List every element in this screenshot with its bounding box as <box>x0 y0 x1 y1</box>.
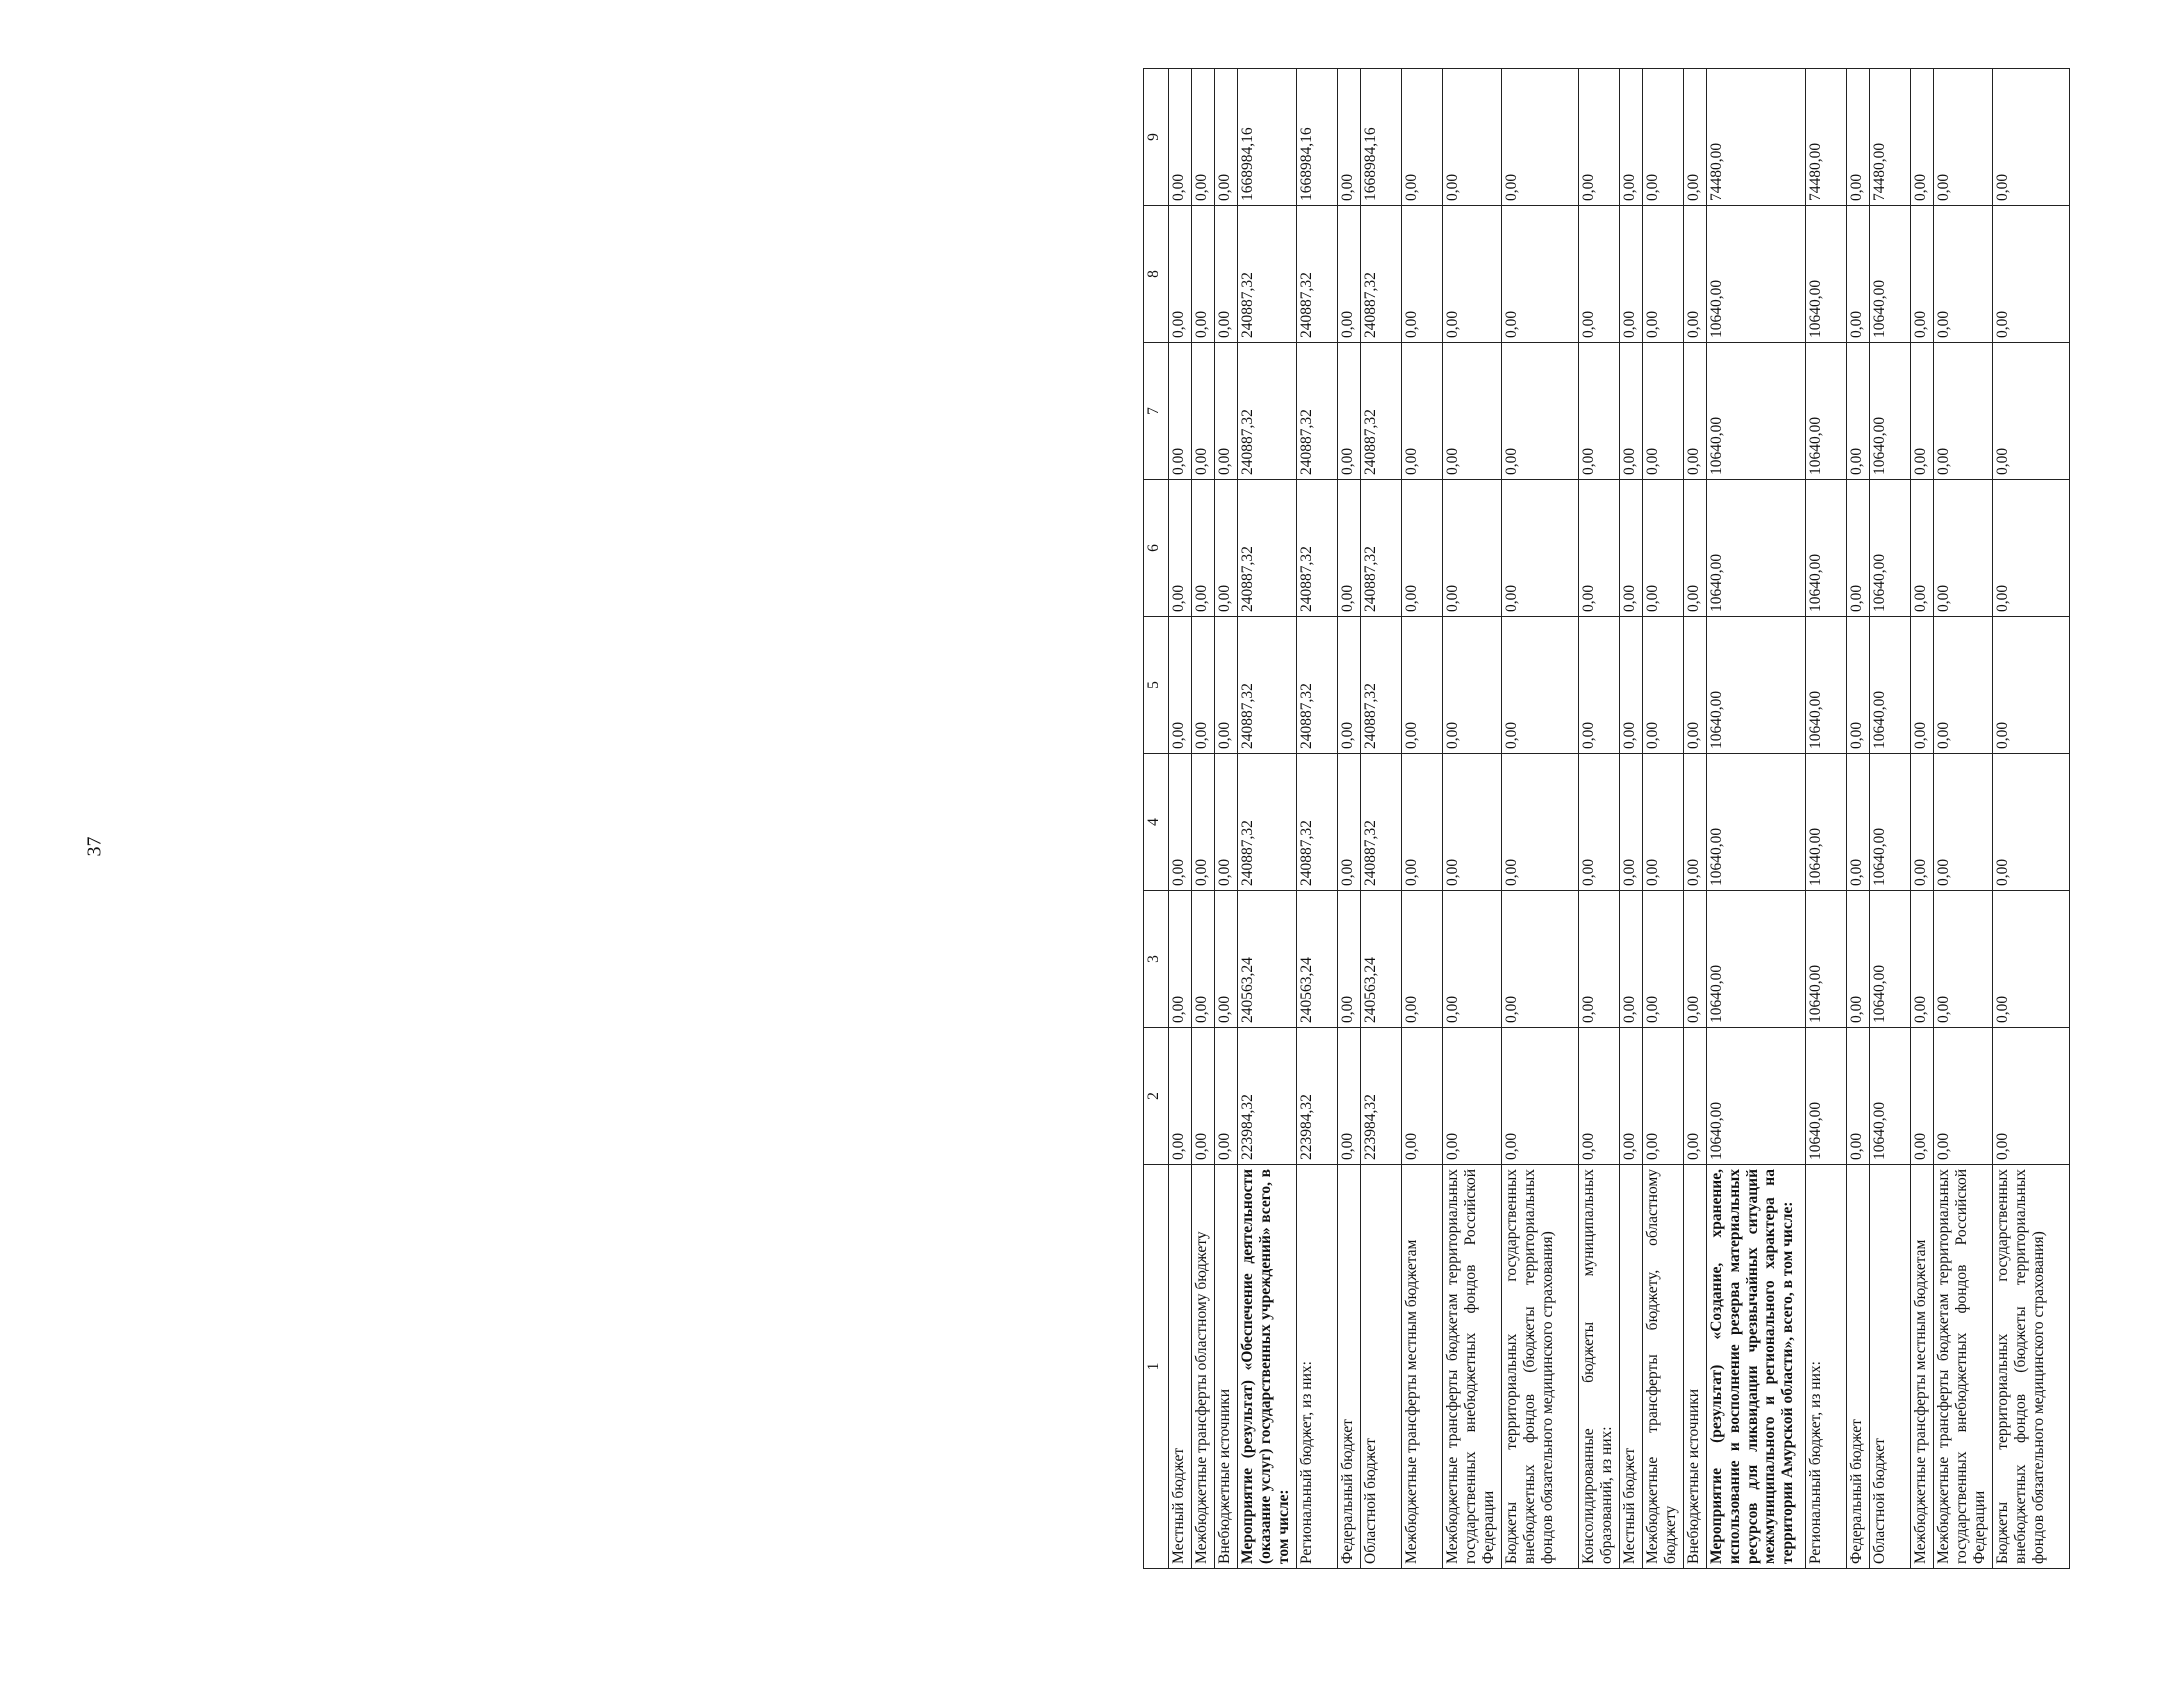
value-cell: 0,00 <box>1643 480 1684 617</box>
row-label: Федеральный бюджет <box>1338 1165 1361 1569</box>
value-cell: 10640,00 <box>1806 480 1847 617</box>
value-cell: 0,00 <box>1847 617 1870 754</box>
value-cell: 0,00 <box>1911 480 1934 617</box>
value-cell: 240563,24 <box>1238 891 1297 1028</box>
value-cell: 240887,32 <box>1361 206 1402 343</box>
value-cell: 0,00 <box>1643 617 1684 754</box>
value-cell: 0,00 <box>1579 1028 1620 1165</box>
value-cell: 0,00 <box>1192 480 1215 617</box>
value-cell: 10640,00 <box>1707 343 1806 480</box>
page-number: 37 <box>83 836 106 857</box>
value-cell: 10640,00 <box>1707 206 1806 343</box>
value-cell: 0,00 <box>1579 343 1620 480</box>
value-cell: 74480,00 <box>1707 69 1806 206</box>
table-row <box>1911 69 1934 1569</box>
value-cell: 0,00 <box>1847 754 1870 891</box>
header-row <box>1144 69 1169 1569</box>
value-cell: 0,00 <box>1643 1028 1684 1165</box>
value-cell: 0,00 <box>1579 206 1620 343</box>
value-cell: 0,00 <box>1338 891 1361 1028</box>
value-cell: 0,00 <box>1192 617 1215 754</box>
row-label: Региональный бюджет, из них: <box>1806 1165 1847 1569</box>
value-cell: 0,00 <box>1338 617 1361 754</box>
column-header: 8 <box>1144 206 1169 343</box>
table-row <box>1402 69 1443 1569</box>
value-cell: 0,00 <box>1643 343 1684 480</box>
table-row <box>1643 69 1684 1569</box>
value-cell: 0,00 <box>1338 754 1361 891</box>
value-cell: 0,00 <box>1643 69 1684 206</box>
value-cell: 0,00 <box>1215 617 1238 754</box>
value-cell: 0,00 <box>1643 891 1684 1028</box>
value-cell: 10640,00 <box>1707 754 1806 891</box>
value-cell: 0,00 <box>1443 891 1502 1028</box>
table-row <box>1238 69 1297 1569</box>
value-cell: 0,00 <box>1911 891 1934 1028</box>
row-label: Межбюджетные трансферты бюджетам территориальных государственных внебюджетных фондов Российской Федерации <box>1443 1165 1502 1569</box>
row-label: Местный бюджет <box>1620 1165 1643 1569</box>
row-label: Консолидированные бюджеты муниципальных образований, из них: <box>1579 1165 1620 1569</box>
value-cell: 0,00 <box>1684 343 1707 480</box>
value-cell: 0,00 <box>1169 69 1192 206</box>
table-row <box>1192 69 1215 1569</box>
column-header: 2 <box>1144 1028 1169 1165</box>
row-label: Региональный бюджет, из них: <box>1297 1165 1338 1569</box>
value-cell: 240887,32 <box>1297 206 1338 343</box>
value-cell: 0,00 <box>1502 343 1579 480</box>
value-cell: 0,00 <box>1993 480 2070 617</box>
value-cell: 0,00 <box>1620 480 1643 617</box>
value-cell: 0,00 <box>1934 617 1993 754</box>
value-cell: 0,00 <box>1934 754 1993 891</box>
column-header: 5 <box>1144 617 1169 754</box>
value-cell: 240563,24 <box>1297 891 1338 1028</box>
value-cell: 10640,00 <box>1806 343 1847 480</box>
value-cell: 0,00 <box>1402 1028 1443 1165</box>
value-cell: 0,00 <box>1443 206 1502 343</box>
value-cell: 0,00 <box>1620 343 1643 480</box>
table-row <box>1934 69 1993 1569</box>
value-cell: 0,00 <box>1934 69 1993 206</box>
value-cell: 0,00 <box>1934 1028 1993 1165</box>
value-cell: 0,00 <box>1847 69 1870 206</box>
value-cell: 0,00 <box>1443 343 1502 480</box>
value-cell: 0,00 <box>1684 617 1707 754</box>
value-cell: 0,00 <box>1684 1028 1707 1165</box>
value-cell: 0,00 <box>1993 891 2070 1028</box>
value-cell: 0,00 <box>1502 480 1579 617</box>
value-cell: 0,00 <box>1643 754 1684 891</box>
value-cell: 0,00 <box>1502 891 1579 1028</box>
value-cell: 0,00 <box>1338 206 1361 343</box>
value-cell: 10640,00 <box>1806 617 1847 754</box>
value-cell: 0,00 <box>1620 206 1643 343</box>
column-header: 3 <box>1144 891 1169 1028</box>
row-label: Мероприятие (результат) «Обеспечение деятельности (оказание услуг) государственных учреждений» всего, в том числе: <box>1238 1165 1297 1569</box>
value-cell: 0,00 <box>1684 754 1707 891</box>
value-cell: 240887,32 <box>1361 754 1402 891</box>
value-cell: 240887,32 <box>1238 343 1297 480</box>
value-cell: 0,00 <box>1338 480 1361 617</box>
value-cell: 0,00 <box>1402 206 1443 343</box>
value-cell: 240887,32 <box>1297 480 1338 617</box>
value-cell: 0,00 <box>1847 480 1870 617</box>
row-label: Межбюджетные трансферты местным бюджетам <box>1911 1165 1934 1569</box>
value-cell: 0,00 <box>1402 617 1443 754</box>
value-cell: 240887,32 <box>1297 343 1338 480</box>
value-cell: 240563,24 <box>1361 891 1402 1028</box>
value-cell: 0,00 <box>1934 480 1993 617</box>
value-cell: 0,00 <box>1684 206 1707 343</box>
value-cell: 0,00 <box>1402 891 1443 1028</box>
value-cell: 0,00 <box>1338 69 1361 206</box>
value-cell: 1668984,16 <box>1297 69 1338 206</box>
value-cell: 0,00 <box>1402 754 1443 891</box>
row-label: Межбюджетные трансферты областному бюджету <box>1192 1165 1215 1569</box>
row-label: Межбюджетные трансферты бюджетам территориальных государственных внебюджетных фондов Российской Федерации <box>1934 1165 1993 1569</box>
value-cell: 0,00 <box>1502 1028 1579 1165</box>
value-cell: 223984,32 <box>1361 1028 1402 1165</box>
table-row <box>1215 69 1238 1569</box>
value-cell: 0,00 <box>1684 69 1707 206</box>
value-cell: 0,00 <box>1192 1028 1215 1165</box>
row-label: Внебюджетные источники <box>1215 1165 1238 1569</box>
value-cell: 240887,32 <box>1238 754 1297 891</box>
value-cell: 0,00 <box>1620 891 1643 1028</box>
column-header: 9 <box>1144 69 1169 206</box>
row-label: Мероприятие (результат) «Создание, хранение, использование и восполнение резерва материальных ресурсов для ликвидации чрезвычайных ситуаций межмуниципального и регионального характера на территории Амурской области», всего, в том числе: <box>1707 1165 1806 1569</box>
value-cell: 0,00 <box>1911 206 1934 343</box>
value-cell: 0,00 <box>1338 343 1361 480</box>
value-cell: 10640,00 <box>1707 891 1806 1028</box>
value-cell: 0,00 <box>1215 69 1238 206</box>
value-cell: 0,00 <box>1911 69 1934 206</box>
value-cell: 0,00 <box>1620 617 1643 754</box>
row-label: Межбюджетные трансферты местным бюджетам <box>1402 1165 1443 1569</box>
table-row <box>1579 69 1620 1569</box>
row-label: Областной бюджет <box>1870 1165 1911 1569</box>
value-cell: 0,00 <box>1579 480 1620 617</box>
column-header: 4 <box>1144 754 1169 891</box>
column-header: 6 <box>1144 480 1169 617</box>
row-label: Областной бюджет <box>1361 1165 1402 1569</box>
value-cell: 0,00 <box>1169 206 1192 343</box>
value-cell: 0,00 <box>1993 343 2070 480</box>
value-cell: 0,00 <box>1911 754 1934 891</box>
value-cell: 240887,32 <box>1238 206 1297 343</box>
table-row <box>1338 69 1361 1569</box>
value-cell: 0,00 <box>1579 754 1620 891</box>
value-cell: 10640,00 <box>1870 480 1911 617</box>
value-cell: 10640,00 <box>1707 1028 1806 1165</box>
value-cell: 0,00 <box>1502 617 1579 754</box>
value-cell: 0,00 <box>1847 1028 1870 1165</box>
table-row <box>1707 69 1806 1569</box>
value-cell: 0,00 <box>1911 617 1934 754</box>
row-label: Внебюджетные источники <box>1684 1165 1707 1569</box>
table-row <box>1169 69 1192 1569</box>
value-cell: 0,00 <box>1169 480 1192 617</box>
table-row <box>1847 69 1870 1569</box>
column-header: 7 <box>1144 343 1169 480</box>
row-label: Местный бюджет <box>1169 1165 1192 1569</box>
value-cell: 10640,00 <box>1806 206 1847 343</box>
value-cell: 0,00 <box>1847 343 1870 480</box>
value-cell: 0,00 <box>1215 1028 1238 1165</box>
value-cell: 240887,32 <box>1238 480 1297 617</box>
value-cell: 0,00 <box>1338 1028 1361 1165</box>
table-row <box>1502 69 1579 1569</box>
value-cell: 10640,00 <box>1870 343 1911 480</box>
value-cell: 0,00 <box>1402 343 1443 480</box>
value-cell: 0,00 <box>1169 343 1192 480</box>
table-row <box>1806 69 1847 1569</box>
value-cell: 0,00 <box>1684 480 1707 617</box>
value-cell: 10640,00 <box>1806 1028 1847 1165</box>
value-cell: 0,00 <box>1847 206 1870 343</box>
value-cell: 0,00 <box>1993 206 2070 343</box>
value-cell: 0,00 <box>1215 891 1238 1028</box>
value-cell: 0,00 <box>1847 891 1870 1028</box>
value-cell: 0,00 <box>1215 206 1238 343</box>
value-cell: 240887,32 <box>1238 617 1297 754</box>
value-cell: 0,00 <box>1502 754 1579 891</box>
value-cell: 223984,32 <box>1238 1028 1297 1165</box>
value-cell: 240887,32 <box>1361 617 1402 754</box>
value-cell: 0,00 <box>1934 343 1993 480</box>
row-label: Федеральный бюджет <box>1847 1165 1870 1569</box>
value-cell: 240887,32 <box>1361 343 1402 480</box>
value-cell: 0,00 <box>1911 1028 1934 1165</box>
value-cell: 223984,32 <box>1297 1028 1338 1165</box>
value-cell: 240887,32 <box>1297 617 1338 754</box>
table-row <box>1361 69 1402 1569</box>
row-label: Бюджеты территориальных государственных внебюджетных фондов (бюджеты территориальных фондов обязательного медицинского страхования) <box>1993 1165 2070 1569</box>
value-cell: 10640,00 <box>1870 891 1911 1028</box>
value-cell: 0,00 <box>1215 343 1238 480</box>
value-cell: 0,00 <box>1620 69 1643 206</box>
value-cell: 10640,00 <box>1870 206 1911 343</box>
value-cell: 0,00 <box>1192 754 1215 891</box>
column-header: 1 <box>1144 1165 1169 1569</box>
value-cell: 10640,00 <box>1806 891 1847 1028</box>
table-row <box>1297 69 1338 1569</box>
value-cell: 0,00 <box>1620 754 1643 891</box>
value-cell: 0,00 <box>1443 617 1502 754</box>
rotated-table-container <box>1143 69 2177 1569</box>
value-cell: 0,00 <box>1169 617 1192 754</box>
value-cell: 0,00 <box>1579 69 1620 206</box>
value-cell: 10640,00 <box>1707 480 1806 617</box>
value-cell: 0,00 <box>1443 69 1502 206</box>
value-cell: 10640,00 <box>1870 1028 1911 1165</box>
value-cell: 0,00 <box>1169 1028 1192 1165</box>
value-cell: 10640,00 <box>1707 617 1806 754</box>
value-cell: 0,00 <box>1579 617 1620 754</box>
value-cell: 0,00 <box>1443 754 1502 891</box>
table-body <box>1169 69 2070 1569</box>
value-cell: 0,00 <box>1502 69 1579 206</box>
value-cell: 0,00 <box>1192 891 1215 1028</box>
value-cell: 240887,32 <box>1297 754 1338 891</box>
value-cell: 1668984,16 <box>1238 69 1297 206</box>
row-label: Бюджеты территориальных государственных внебюджетных фондов (бюджеты территориальных фондов обязательного медицинского страхования) <box>1502 1165 1579 1569</box>
value-cell: 0,00 <box>1502 206 1579 343</box>
value-cell: 0,00 <box>1215 754 1238 891</box>
budget-table <box>1143 68 2070 1569</box>
table-row <box>1993 69 2070 1569</box>
value-cell: 0,00 <box>1402 69 1443 206</box>
value-cell: 0,00 <box>1192 206 1215 343</box>
value-cell: 10640,00 <box>1806 754 1847 891</box>
value-cell: 74480,00 <box>1870 69 1911 206</box>
value-cell: 0,00 <box>1192 343 1215 480</box>
value-cell: 0,00 <box>1993 617 2070 754</box>
value-cell: 0,00 <box>1993 754 2070 891</box>
table-row <box>1443 69 1502 1569</box>
value-cell: 0,00 <box>1443 480 1502 617</box>
value-cell: 0,00 <box>1169 891 1192 1028</box>
value-cell: 74480,00 <box>1806 69 1847 206</box>
row-label: Межбюджетные трансферты бюджету, областному бюджету <box>1643 1165 1684 1569</box>
value-cell: 0,00 <box>1934 206 1993 343</box>
value-cell: 0,00 <box>1579 891 1620 1028</box>
value-cell: 0,00 <box>1993 1028 2070 1165</box>
value-cell: 0,00 <box>1684 891 1707 1028</box>
value-cell: 0,00 <box>1911 343 1934 480</box>
value-cell: 240887,32 <box>1361 480 1402 617</box>
table-row <box>1620 69 1643 1569</box>
value-cell: 0,00 <box>1934 891 1993 1028</box>
value-cell: 10640,00 <box>1870 754 1911 891</box>
table-row <box>1684 69 1707 1569</box>
value-cell: 0,00 <box>1620 1028 1643 1165</box>
value-cell: 1668984,16 <box>1361 69 1402 206</box>
value-cell: 0,00 <box>1169 754 1192 891</box>
value-cell: 0,00 <box>1215 480 1238 617</box>
value-cell: 0,00 <box>1993 69 2070 206</box>
value-cell: 0,00 <box>1402 480 1443 617</box>
value-cell: 10640,00 <box>1870 617 1911 754</box>
value-cell: 0,00 <box>1443 1028 1502 1165</box>
value-cell: 0,00 <box>1192 69 1215 206</box>
table-row <box>1870 69 1911 1569</box>
value-cell: 0,00 <box>1643 206 1684 343</box>
